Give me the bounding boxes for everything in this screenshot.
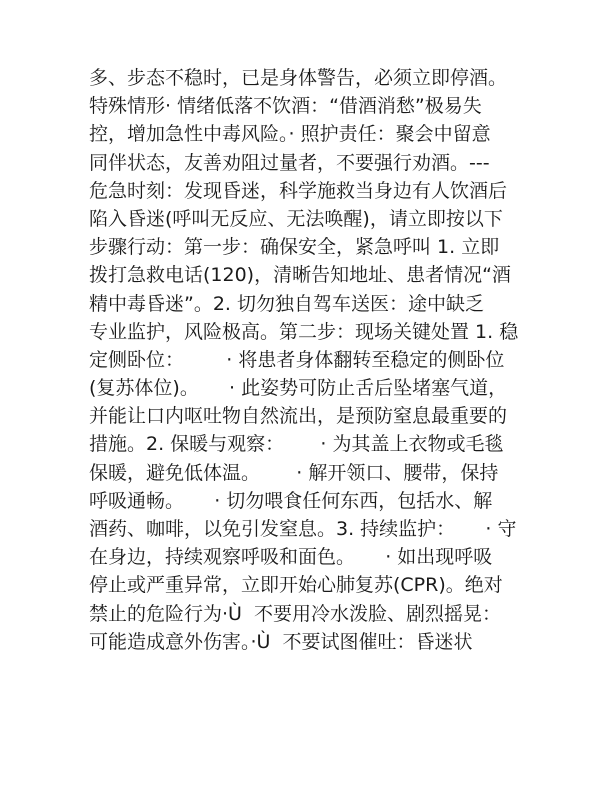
text-line: 多、步态不稳时，已是身体警告，必须立即停酒。 <box>89 67 508 89</box>
text-line: 呼吸通畅。 · 切勿喂食任何东西，包括水、解 <box>89 489 493 512</box>
text-line: 控，增加急性中毒风险。· 照护责任：聚会中留意 <box>89 123 491 146</box>
text-line: 步骤行动：第一步：确保安全，紧急呼叫 1. 立即 <box>89 236 500 259</box>
text-line: 专业监护，风险极高。第二步：现场关键处置 1. 稳 <box>89 320 519 343</box>
text-line: 定侧卧位： · 将患者身体翻转至稳定的侧卧位 <box>89 348 505 371</box>
text-line: (复苏体位)。 · 此姿势可防止舌后坠堵塞气道， <box>89 377 508 400</box>
text-line: 在身边，持续观察呼吸和面色。 · 如出现呼吸 <box>89 546 493 569</box>
text-line: 酒药、咖啡，以免引发窒息。3. 持续监护： · 守 <box>89 518 517 540</box>
text-line: 禁止的危险行为·Ù 不要用冷水泼脸、剧烈摇晃： <box>89 602 502 625</box>
text-line: 危急时刻：发现昏迷，科学施救当身边有人饮酒后 <box>89 179 508 202</box>
text-line: 陷入昏迷(呼叫无反应、无法唤醒)，请立即按以下 <box>89 207 503 230</box>
text-line: 保暖，避免低体温。 · 解开领口、腰带，保持 <box>89 461 499 484</box>
text-line: 特殊情形· 情绪低落不饮酒：“借酒消愁”极易失 <box>89 95 482 118</box>
text-line: 措施。2. 保暖与观察： · 为其盖上衣物或毛毯 <box>89 433 504 456</box>
text-line: 并能让口内呕吐物自然流出，是预防窒息最重要的 <box>89 405 508 428</box>
text-line: 可能造成意外伤害。·Ù 不要试图催吐：昏迷状 <box>89 630 473 653</box>
text-line: 同伴状态，友善劝阻过量者，不要强行劝酒。--- <box>89 151 490 174</box>
text-line: 拨打急救电话(120)，清晰告知地址、患者情况“酒 <box>89 264 511 287</box>
text-line: 停止或严重异常，立即开始心肺复苏(CPR)。绝对 <box>89 574 503 597</box>
body-text <box>89 64 529 656</box>
text-line: 精中毒昏迷”。2. 切勿独自驾车送医：途中缺乏 <box>89 292 485 315</box>
